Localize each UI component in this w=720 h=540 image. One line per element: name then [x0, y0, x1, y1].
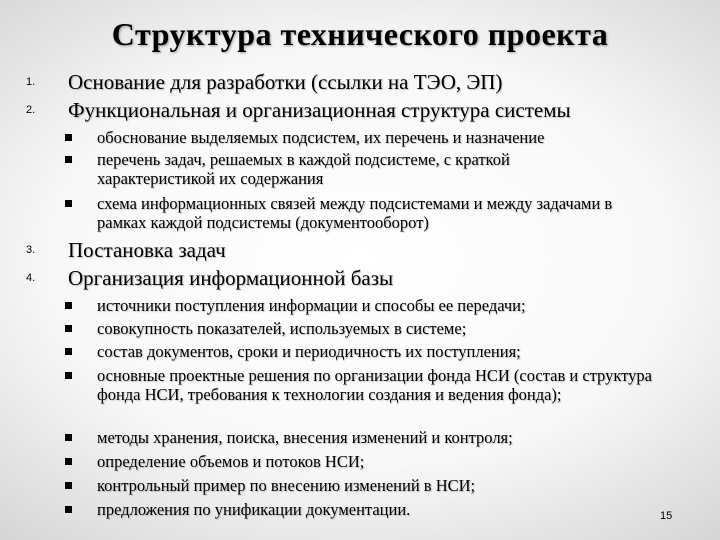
square-bullet-icon — [65, 506, 72, 513]
item-text: Функциональная и организационная структура системы — [68, 98, 571, 122]
item-text: Основание для разработки (ссылки на ТЭО, ЭП) — [68, 70, 503, 94]
sub-item-text: предложения по унификации документации. — [97, 500, 411, 519]
square-bullet-icon — [65, 134, 72, 141]
item-number: 1. — [26, 76, 36, 88]
item-number: 4. — [26, 272, 36, 284]
square-bullet-icon — [65, 200, 72, 207]
square-bullet-icon — [65, 458, 72, 465]
sub-item-text: совокупность показателей, используемых в системе; — [97, 319, 467, 338]
sub-item-text: перечень задач, решаемых в каждой подсистеме, с краткой характеристикой их содержания — [97, 150, 510, 188]
item-number: 3. — [26, 244, 36, 256]
sub-item-text: методы хранения, поиска, внесения изменений и контроля; — [97, 428, 513, 447]
square-bullet-icon — [65, 482, 72, 489]
sub-item-text: определение объемов и потоков НСИ; — [97, 452, 365, 471]
item-text: Постановка задач — [68, 238, 226, 262]
square-bullet-icon — [65, 434, 72, 441]
sub-item-text: состав документов, сроки и периодичность их поступления; — [97, 342, 521, 361]
item-text: Организация информационной базы — [68, 266, 394, 290]
square-bullet-icon — [65, 325, 72, 332]
square-bullet-icon — [65, 302, 72, 309]
sub-item-text: основные проектные решения по организации фонда НСИ (состав и структура фонда НСИ, требования к технологии создания и ведения фонда); — [97, 366, 652, 404]
sub-item-text: обоснование выделяемых подсистем, их перечень и назначение — [97, 128, 545, 147]
square-bullet-icon — [65, 156, 72, 163]
square-bullet-icon — [65, 348, 72, 355]
item-number: 2. — [26, 104, 36, 116]
sub-item-text: схема информационных связей между подсистемами и между задачами в рамках каждой подсистемы (документооборот) — [97, 194, 613, 232]
square-bullet-icon — [65, 372, 72, 379]
sub-item-text: контрольный пример по внесению изменений в НСИ; — [97, 476, 476, 495]
sub-item-text: источники поступления информации и способы ее передачи; — [97, 296, 526, 315]
slide-title: Структура технического проекта — [111, 16, 609, 52]
page-number: 15 — [660, 510, 673, 522]
